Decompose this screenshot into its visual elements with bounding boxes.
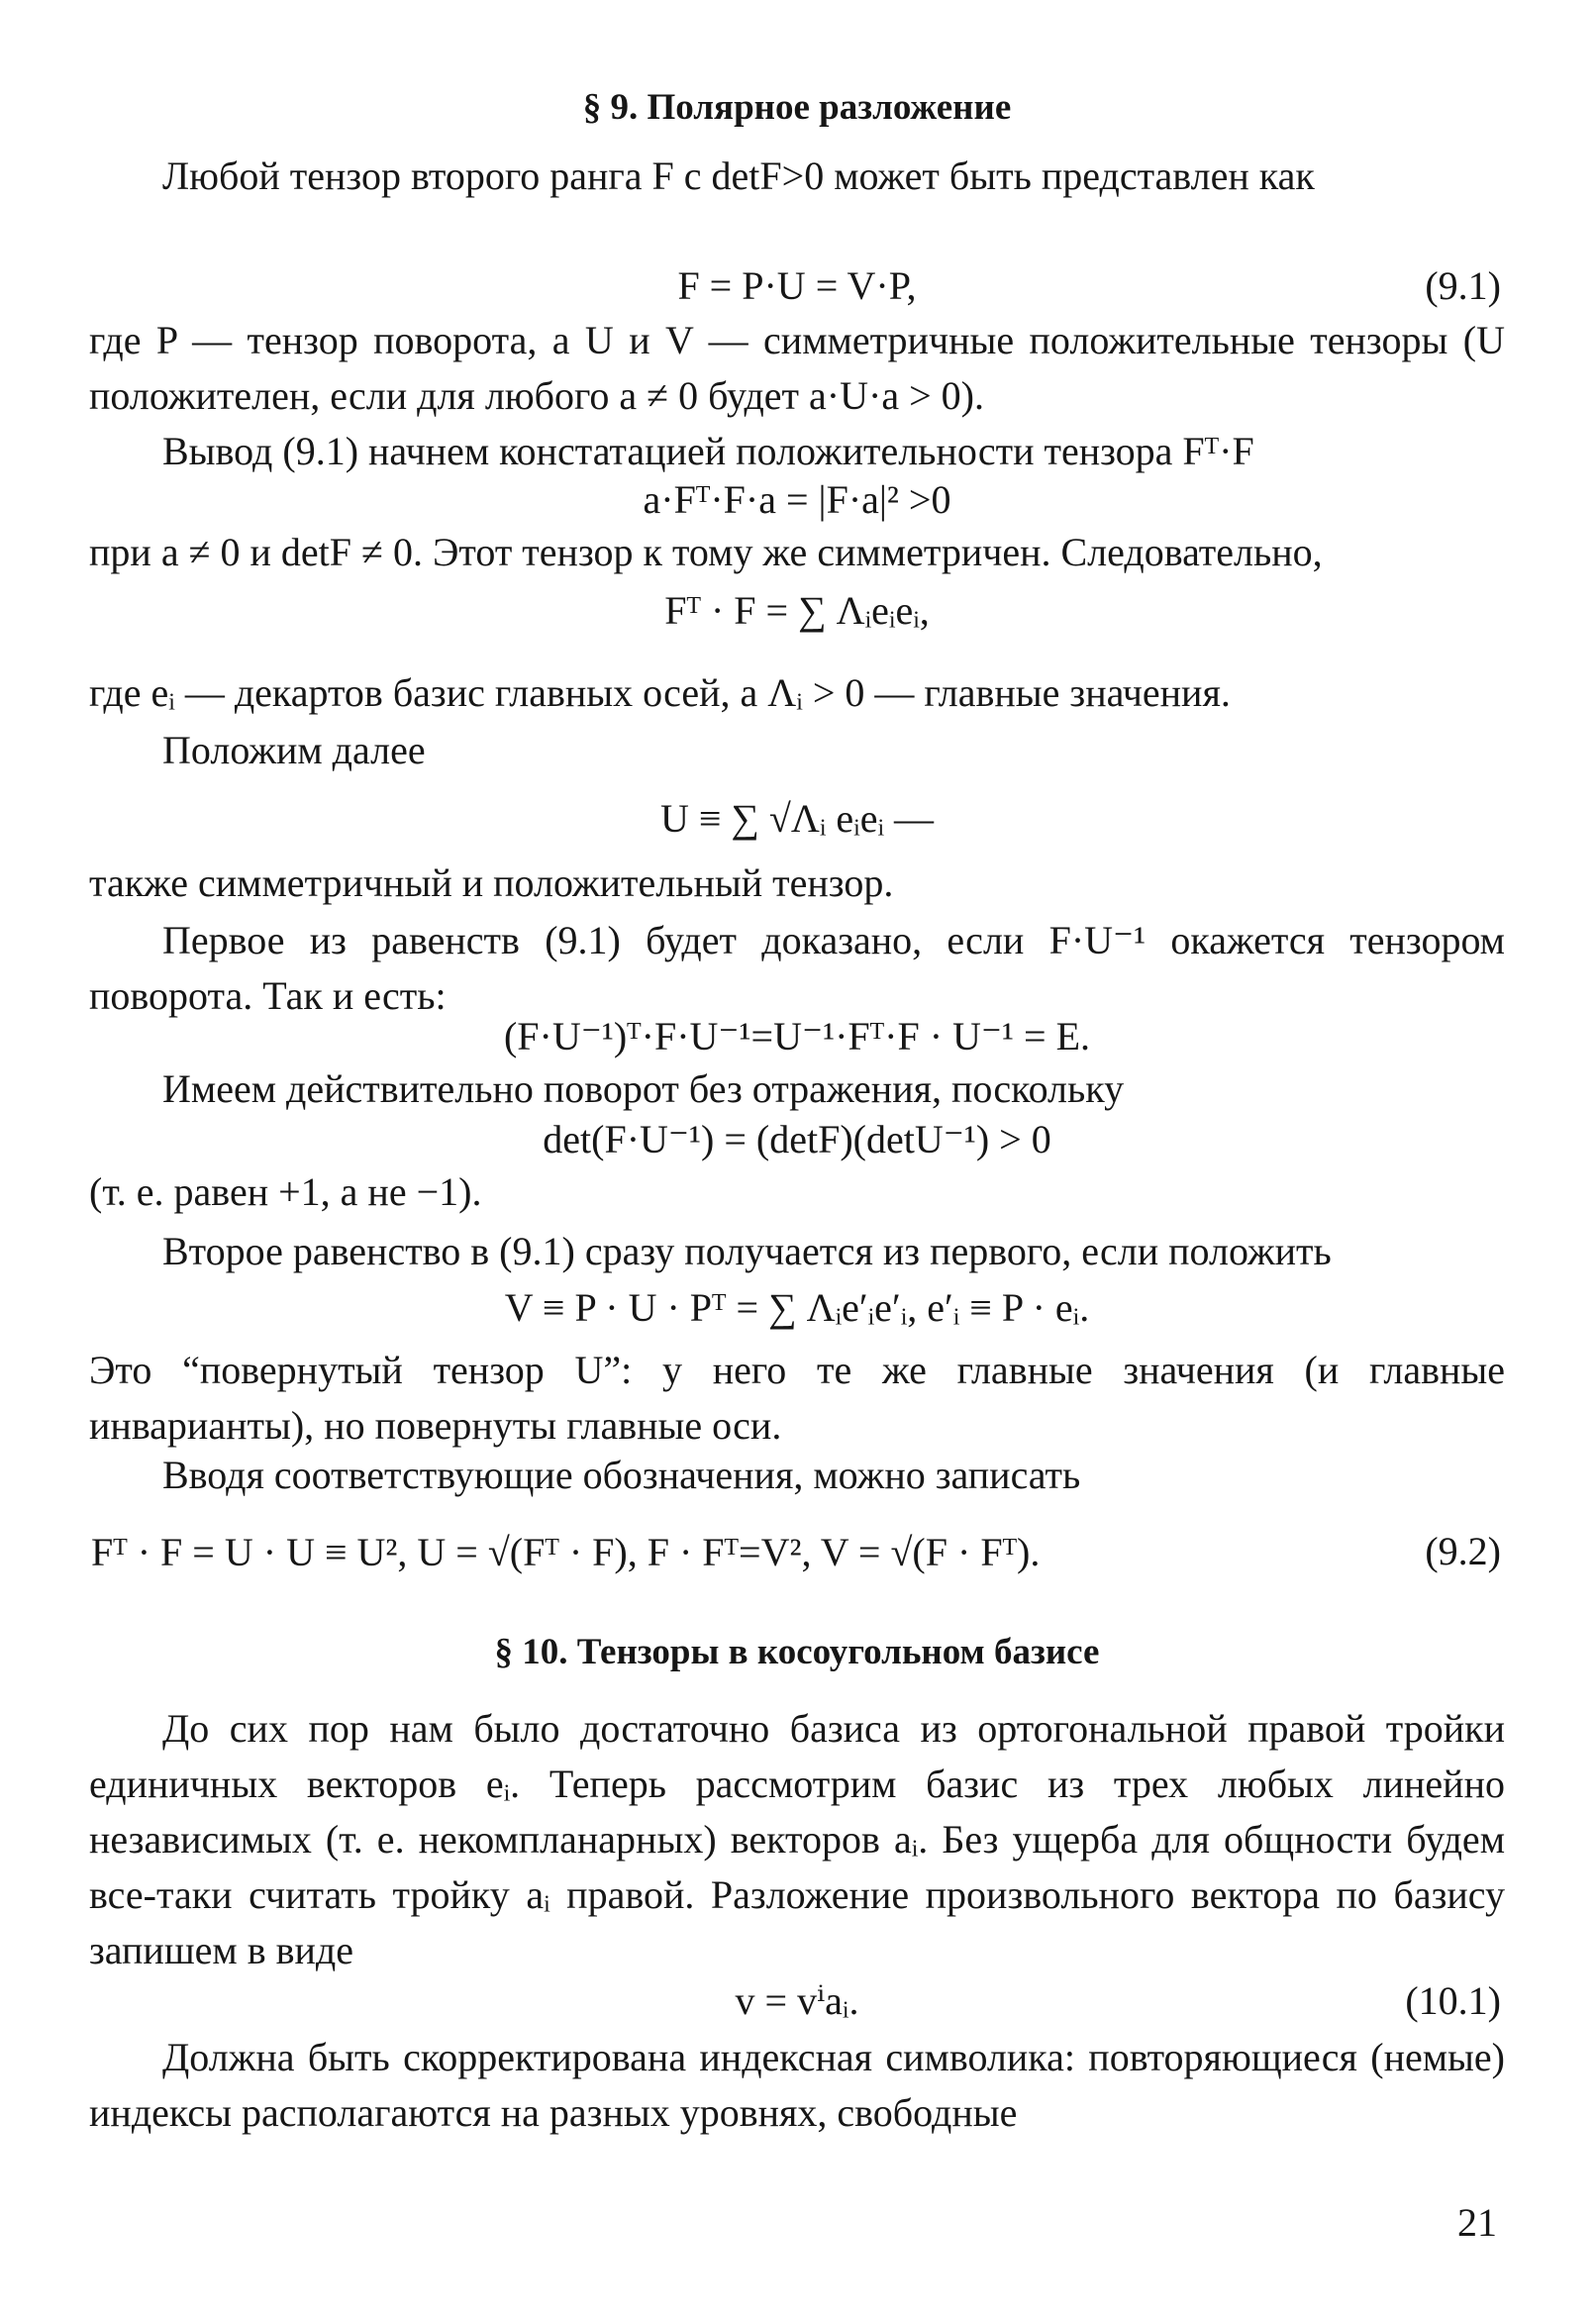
equation-rotation: (F·U⁻¹)ᵀ·F·U⁻¹=U⁻¹·Fᵀ·F · U⁻¹ = E.: [503, 1014, 1091, 1058]
equation-det: det(F·U⁻¹) = (detF)(detU⁻¹) > 0: [543, 1117, 1051, 1161]
equation-9-1: F = P·U = V·P,: [677, 263, 917, 308]
equation-9-2-number: (9.2): [1425, 1529, 1501, 1573]
equation-V: V ≡ P · U · Pᵀ = ∑ Λᵢe′ᵢe′ᵢ, e′ᵢ ≡ P · eᵢ.: [504, 1285, 1090, 1330]
paragraph-5: где eᵢ — декартов базис главных осей, а Λᵢ > 0 — главные значения.: [89, 670, 1231, 715]
paragraph-14: До сих пор нам было достаточно базиса из ортогональной правой тройки единичных векторов eᵢ. Теперь рассмотрим базис из трех любых линейно независимых (т. е. некомпланарных) векторов aᵢ. Без ущерба для общности будем все-таки считать тройку aᵢ правой. Разложение произвольного вектора по базису запишем в виде: [89, 1706, 1505, 1972]
equation-9-1-number: (9.1): [1425, 263, 1501, 308]
paragraph-4: при a ≠ 0 и detF ≠ 0. Этот тензор к тому же симметричен. Следовательно,: [89, 530, 1323, 574]
paragraph-10: (т. е. равен +1, а не −1).: [89, 1169, 482, 1214]
equation-9-2: Fᵀ · F = U · U ≡ U², U = √(Fᵀ · F), F · Fᵀ=V², V = √(F · Fᵀ).: [91, 1530, 1041, 1574]
paragraph-2: где P — тензор поворота, а U и V — симметричные положительные тензоры (U положителен, если для любого a ≠ 0 будет a·U·a > 0).: [89, 318, 1505, 418]
section-10-title: § 10. Тензоры в косоугольном базисе: [494, 1632, 1100, 1672]
paragraph-12: Это “повернутый тензор U”: у него те же главные значения (и главные инварианты), но повернуты главные оси.: [89, 1348, 1505, 1448]
paragraph-8: Первое из равенств (9.1) будет доказано, если F·U⁻¹ окажется тензором поворота. Так и есть:: [89, 918, 1505, 1018]
paragraph-13: Вводя соответствующие обозначения, можно записать: [162, 1453, 1081, 1497]
paragraph-1: Любой тензор второго ранга F с detF>0 может быть представлен как: [162, 153, 1315, 198]
equation-10-1-number: (10.1): [1405, 1978, 1501, 2023]
page-number: 21: [1457, 2200, 1497, 2245]
paragraph-3: Вывод (9.1) начнем констатацией положительности тензора Fᵀ·F: [162, 429, 1254, 473]
equation-10-1: v = vⁱaᵢ.: [735, 1978, 859, 2023]
section-9-title: § 9. Полярное разложение: [582, 87, 1012, 128]
paragraph-11: Второе равенство в (9.1) сразу получается из первого, если положить: [162, 1229, 1332, 1273]
paragraph-15: Должна быть скорректирована индексная символика: повторяющиеся (немые) индексы располагаются на разных уровнях, свободные: [89, 2035, 1505, 2135]
equation-U: U ≡ ∑ √Λᵢ eᵢeᵢ —: [659, 796, 935, 841]
equation-positivity: a·Fᵀ·F·a = |F·a|² >0: [643, 477, 951, 522]
paragraph-7: также симметричный и положительный тензор.: [89, 860, 894, 905]
equation-spectral: Fᵀ · F = ∑ Λᵢeᵢeᵢ,: [664, 588, 930, 633]
paragraph-6: Положим далее: [162, 728, 426, 772]
paragraph-9: Имеем действительно поворот без отражения, поскольку: [162, 1066, 1125, 1111]
